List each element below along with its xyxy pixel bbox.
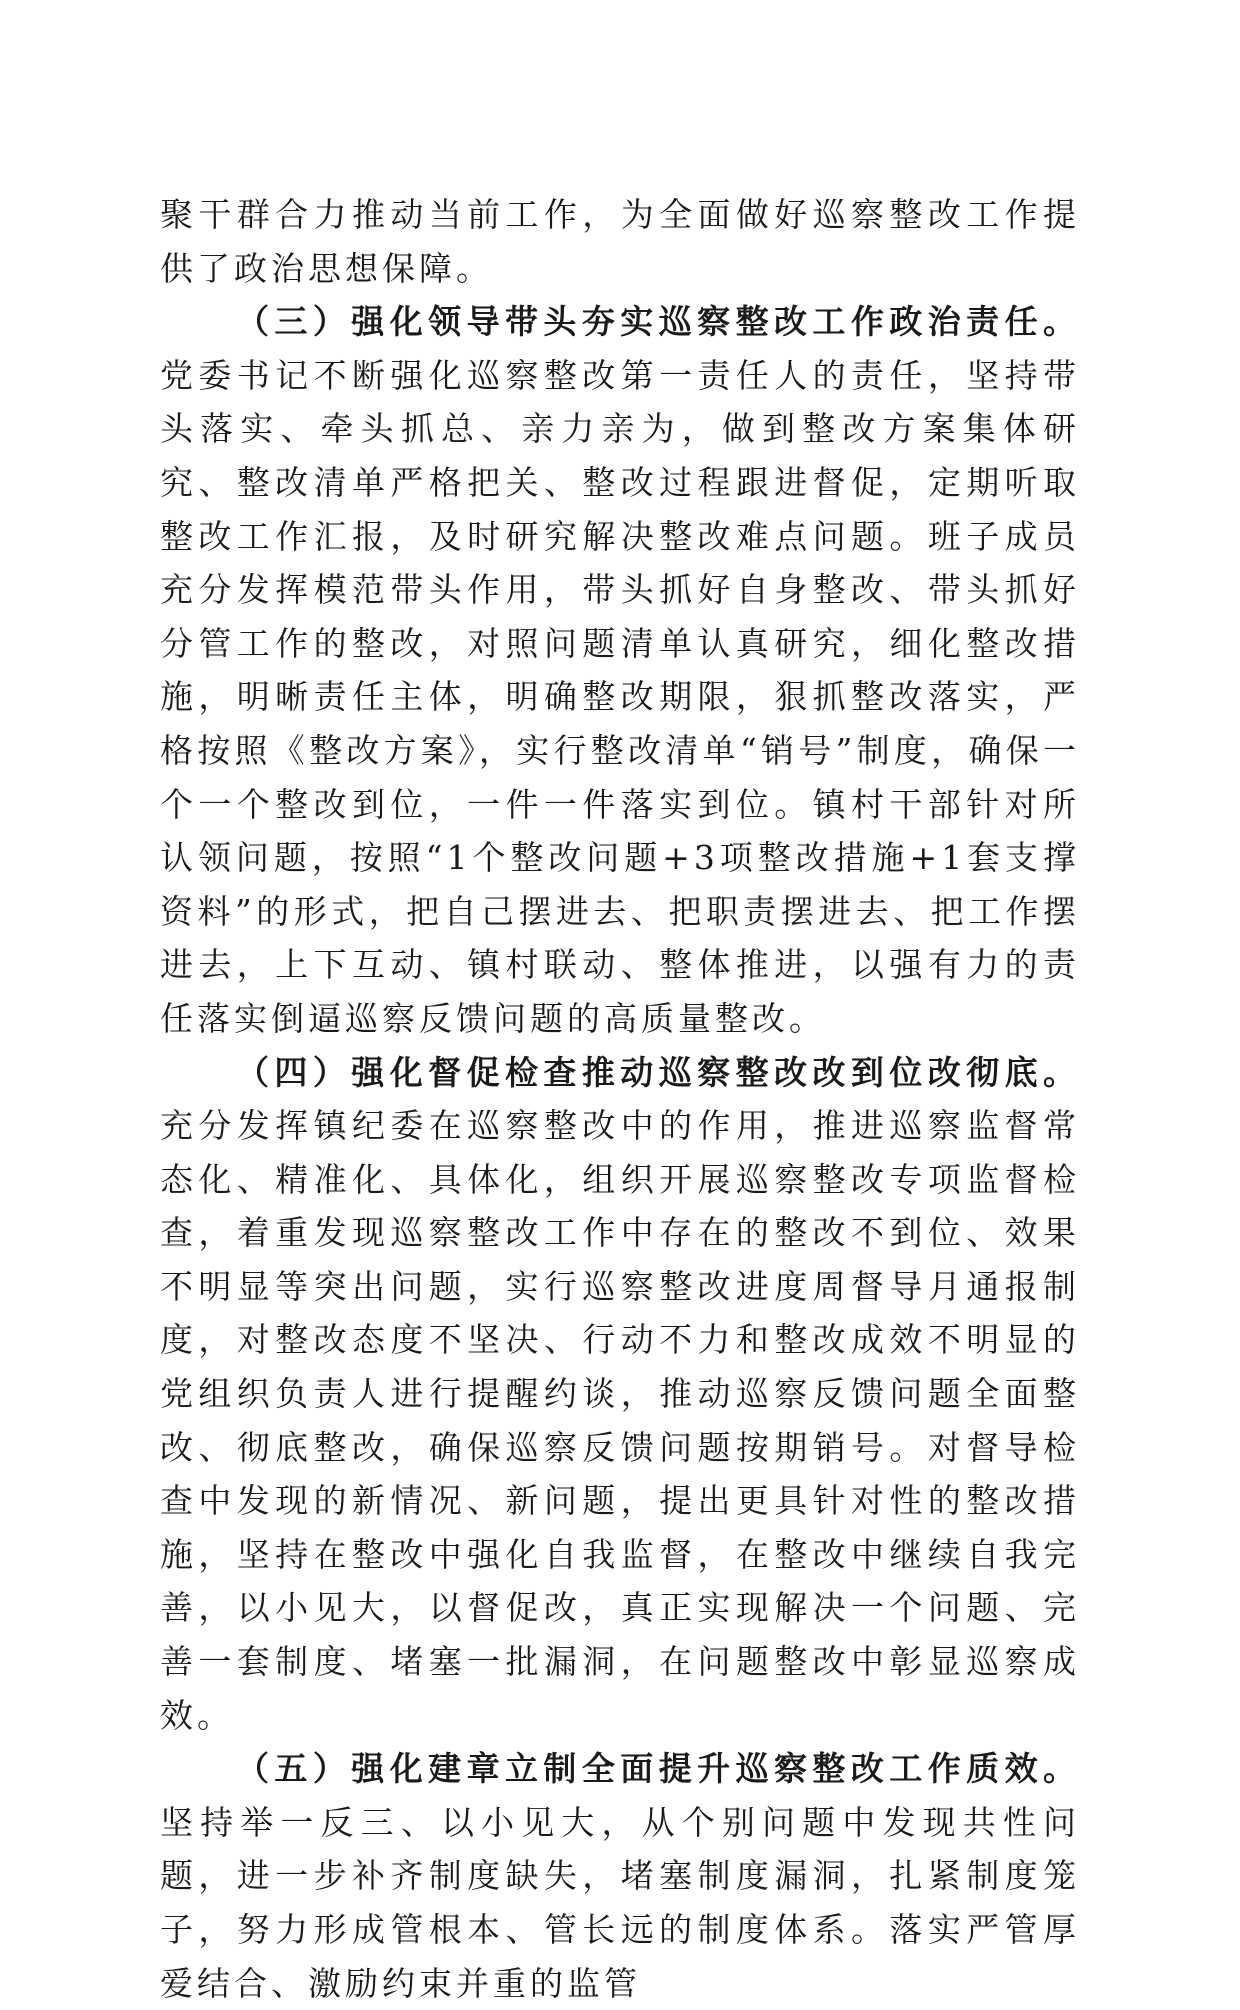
paragraph-text: 充分发挥镇纪委在巡察整改中的作用，推进巡察监督常态化、精准化、具体化，组织开展巡察整改专项监督检查，着重发现巡察整改工作中存在的整改不到位、效果不明显等突出问题，实行巡察整改进度周督导月通报制度，对整改态度不坚决、行动不力和整改成效不明显的党组织负责人进行提醒约谈，推动巡察反馈问题全面整改、彻底整改，确保巡察反馈问题按期销号。对督导检查中发现的新情况、新问题，提出更具针对性的整改措施，坚持在整改中强化自我监督，在整改中继续自我完善，以小见大，以督促改，真正实现解决一个问题、完善一套制度、堵塞一批漏洞，在问题整改中彰显巡察成效。 xyxy=(160,1106,1080,1735)
paragraph-section-4 xyxy=(160,1046,1080,1743)
paragraph-section-3 xyxy=(160,295,1080,1045)
paragraph-text: 坚持举一反三、以小见大，从个别问题中发现共性问题，进一步补齐制度缺失，堵塞制度漏洞，扎紧制度笼子，努力形成管根本、管长远的制度体系。落实严管厚爱结合、激励约束并重的监管 xyxy=(160,1802,1080,2003)
paragraph-text: 党委书记不断强化巡察整改第一责任人的责任，坚持带头落实、牵头抓总、亲力亲为，做到整改方案集体研究、整改清单严格把关、整改过程跟进督促，定期听取整改工作汇报，及时研究解决整改难点问题。班子成员充分发挥模范带头作用，带头抓好自身整改、带头抓好分管工作的整改，对照问题清单认真研究，细化整改措施，明晰责任主体，明确整改期限，狠抓整改落实，严格按照《整改方案》，实行整改清单“销号”制度，确保一个一个整改到位，一件一件落实到位。镇村干部针对所认领问题，按照“1个整改问题+3项整改措施+1套支撑资料”的形式，把自己摆进去、把职责摆进去、把工作摆进去，上下互动、镇村联动、整体推进，以强有力的责任落实倒逼巡察反馈问题的高质量整改。 xyxy=(160,355,1080,1038)
section-heading-4: （四）强化督促检查推动巡察整改改到位改彻底。 xyxy=(236,1052,1080,1092)
section-heading-3: （三）强化领导带头夯实巡察整改工作政治责任。 xyxy=(236,302,1080,342)
section-heading-5: （五）强化建章立制全面提升巡察整改工作质效。 xyxy=(236,1749,1080,1789)
paragraph-section-5 xyxy=(160,1742,1080,2010)
document-body xyxy=(160,188,1080,2010)
paragraph-text: 聚干群合力推动当前工作，为全面做好巡察整改工作提供了政治思想保障。 xyxy=(160,195,1080,288)
paragraph-continued xyxy=(160,188,1080,295)
